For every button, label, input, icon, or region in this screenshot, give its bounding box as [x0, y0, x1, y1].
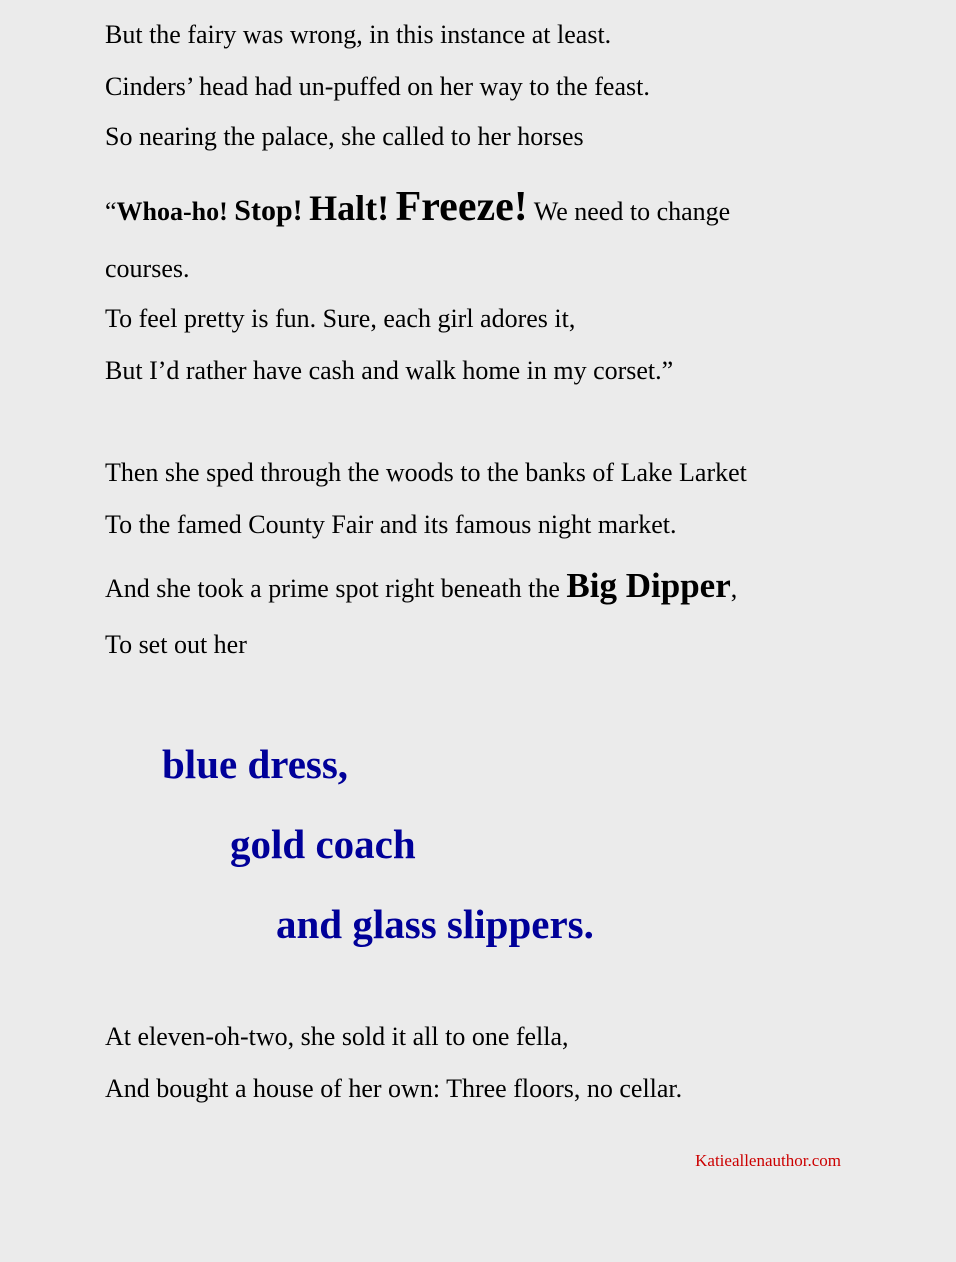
author-credit: Katieallenauthor.com [695, 1151, 841, 1170]
poem-line: To set out her [105, 630, 247, 659]
stop-text: Stop! [234, 194, 303, 227]
comma: , [730, 574, 738, 603]
big-dipper-text: Big Dipper [566, 566, 731, 605]
poem-line: Cinders’ head had un-puffed on her way to the feast. [105, 72, 650, 101]
open-quote: “ [105, 197, 117, 226]
item-glass-slippers: and glass slippers. [276, 901, 594, 947]
poem-line: But the fairy was wrong, in this instance at least. [105, 20, 612, 49]
poem-line: And bought a house of her own: Three floors, no cellar. [105, 1074, 683, 1103]
poem-line: At eleven-oh-two, she sold it all to one fella, [105, 1022, 569, 1051]
poem-line: courses. [105, 254, 190, 283]
item-blue-dress: blue dress, [162, 741, 349, 787]
poem-line: So nearing the palace, she called to her horses [105, 122, 584, 151]
whoa-text: Whoa-ho! [116, 197, 228, 226]
freeze-text: Freeze! [395, 184, 528, 230]
poem-line-big-dipper [105, 568, 737, 603]
poem-line: To feel pretty is fun. Sure, each girl adores it, [105, 304, 576, 333]
item-gold-coach: gold coach [230, 821, 416, 867]
poem-line-text: And she took a prime spot right beneath the [105, 574, 560, 603]
poem-line-rest: We need to change [533, 197, 731, 226]
poem-line-exclamations [105, 186, 730, 228]
poem-line: Then she sped through the woods to the banks of Lake Larket [105, 458, 747, 487]
poem-line: But I’d rather have cash and walk home in my corset.” [105, 356, 674, 385]
poem-line: To the famed County Fair and its famous night market. [105, 510, 677, 539]
halt-text: Halt! [309, 188, 390, 228]
